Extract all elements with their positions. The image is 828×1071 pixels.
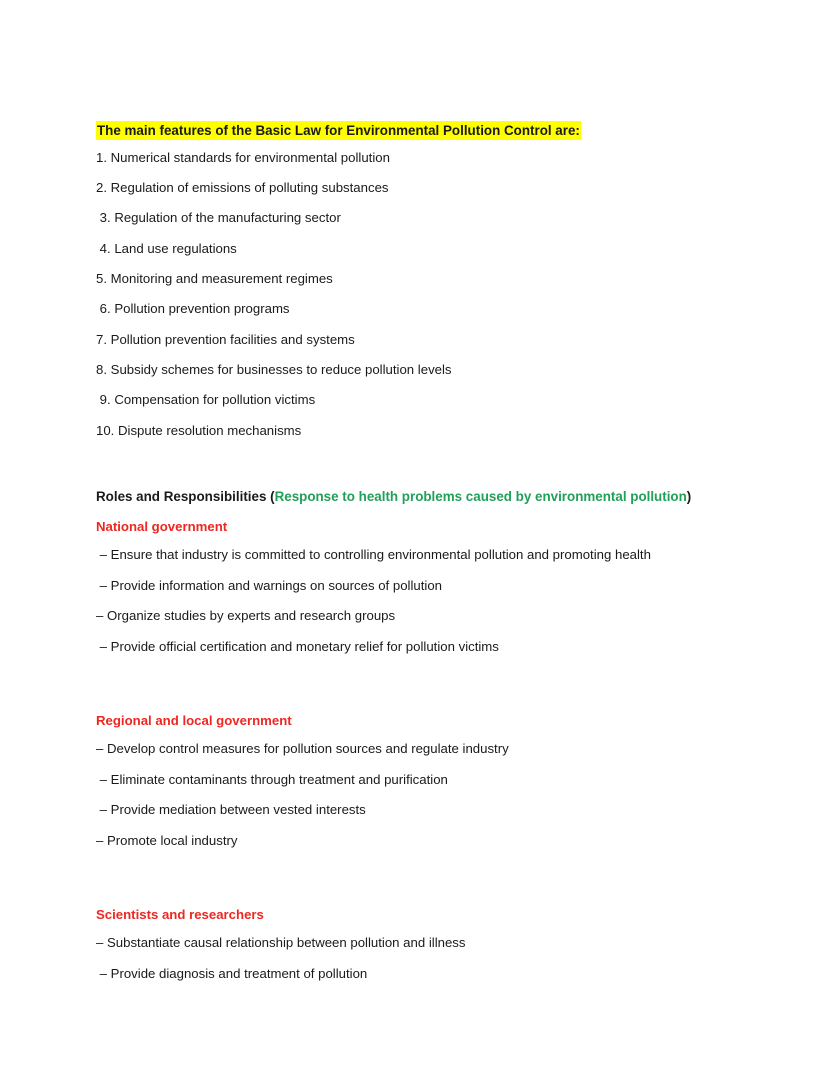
list-item: 5. Monitoring and measurement regimes (96, 270, 333, 286)
list-item: 2. Regulation of emissions of polluting substances (96, 179, 389, 195)
list-item: 8. Subsidy schemes for businesses to reduce pollution levels (96, 362, 452, 378)
section-spacer (96, 863, 756, 894)
section-title-regional-local-government: Regional and local government (96, 712, 292, 728)
roles-heading (96, 489, 756, 506)
list-item: – Provide information and warnings on sources of pollution (96, 577, 443, 593)
list-item: – Promote local industry (96, 832, 238, 848)
list-item: 10. Dispute resolution mechanisms (96, 422, 302, 438)
list-item: 4. Land use regulations (96, 240, 237, 256)
list-item: 9. Compensation for pollution victims (96, 392, 316, 408)
list-item: – Provide mediation between vested interests (96, 802, 366, 818)
list-item: 7. Pollution prevention facilities and systems (96, 331, 355, 347)
roles-heading-green-text: Response to health problems caused by environmental pollution (274, 489, 687, 505)
section-list-scientists-researchers (96, 924, 756, 996)
main-heading (96, 123, 756, 140)
features-list (96, 140, 756, 454)
roles-heading-prefix: Roles and Responsibilities ( (96, 489, 275, 505)
section-title-national-government: National government (96, 519, 228, 535)
document-body (96, 123, 756, 996)
roles-heading-suffix: ) (686, 489, 692, 505)
list-item: 1. Numerical standards for environmental pollution (96, 149, 390, 165)
list-item: – Provide diagnosis and treatment of pollution (96, 965, 368, 981)
list-item: – Substantiate causal relationship between pollution and illness (96, 935, 466, 951)
list-item: – Develop control measures for pollution sources and regulate industry (96, 741, 509, 757)
list-item: 6. Pollution prevention programs (96, 301, 290, 317)
list-item: – Organize studies by experts and research groups (96, 608, 396, 624)
section-spacer (96, 453, 756, 489)
main-heading-highlight: The main features of the Basic Law for Environmental Pollution Control are: (97, 123, 580, 138)
list-item: – Eliminate contaminants through treatment and purification (96, 771, 448, 787)
section-title-scientists-researchers: Scientists and researchers (96, 906, 264, 922)
list-item: – Provide official certification and monetary relief for pollution victims (96, 638, 499, 654)
list-item: – Ensure that industry is committed to controlling environmental pollution and promoting health (96, 547, 651, 563)
section-spacer (96, 669, 756, 700)
section-list-regional-local-government (96, 730, 756, 863)
section-list-national-government (96, 536, 756, 669)
list-item: 3. Regulation of the manufacturing sector (96, 210, 341, 226)
